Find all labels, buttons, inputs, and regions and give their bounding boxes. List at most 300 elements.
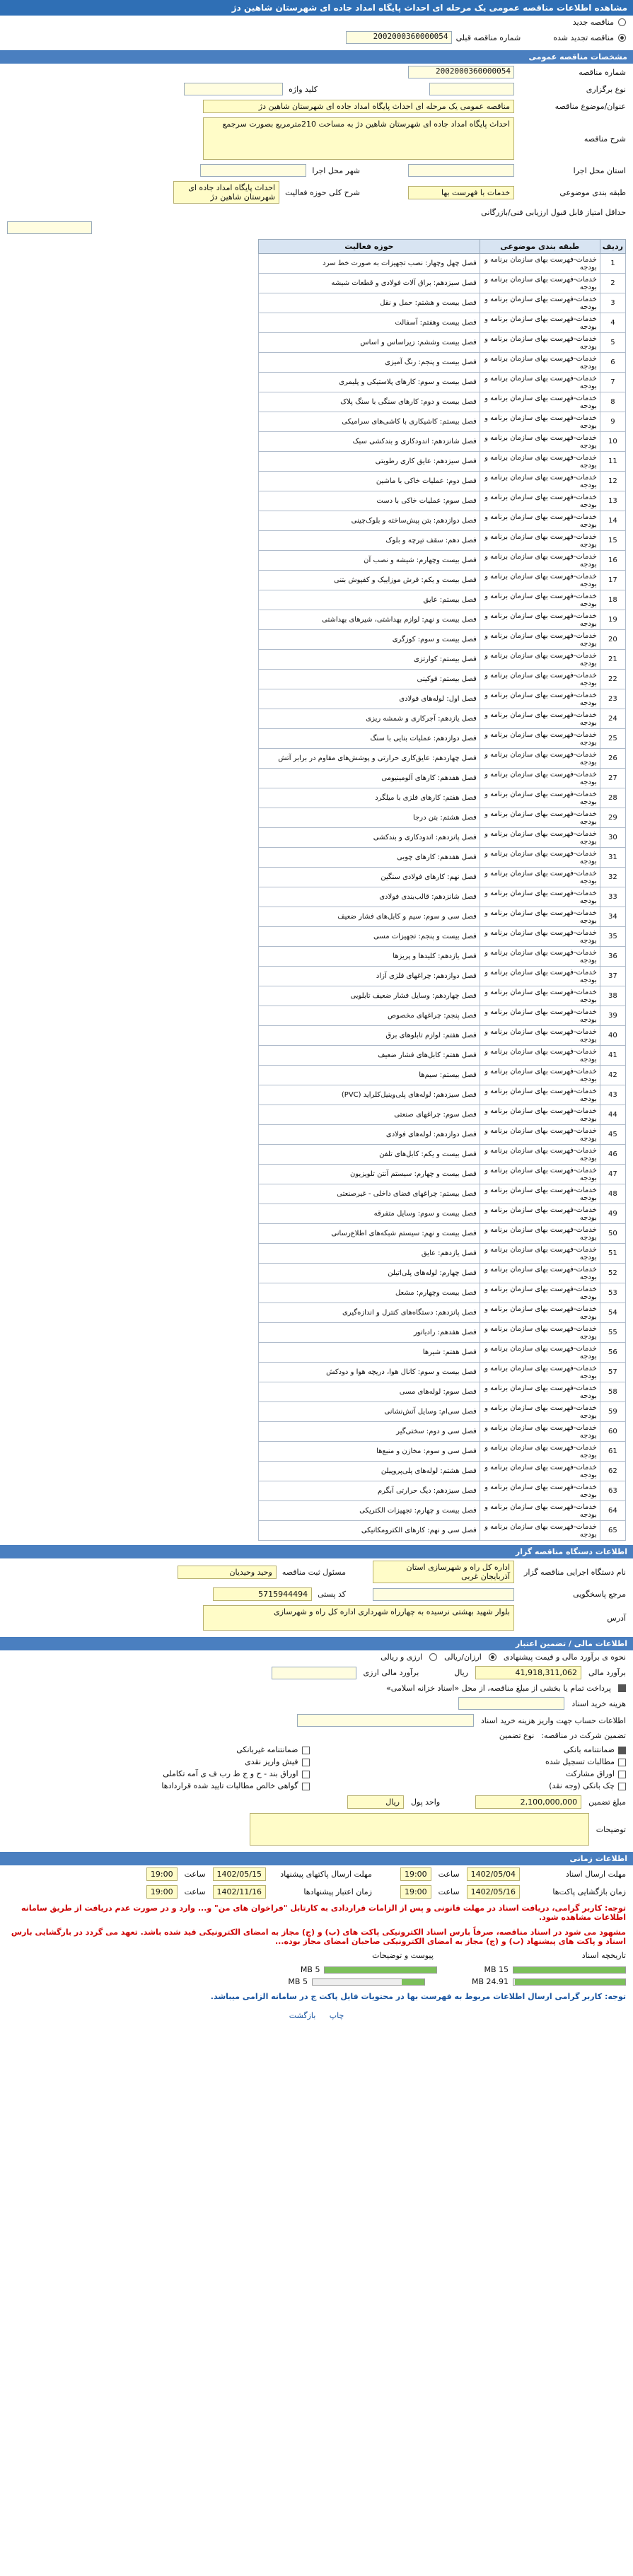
table-cell-scope: فصل بیست و دوم: کارهای سنگی با سنگ پلاک: [259, 392, 480, 412]
table-cell-num: 52: [600, 1264, 625, 1283]
table-cell-num: 44: [600, 1105, 625, 1125]
table-cell-scope: فصل سی و سوم: سیم و کابل‌های فشار ضعیف: [259, 907, 480, 927]
table-cell-num: 34: [600, 907, 625, 927]
guarantee-option-label: گواهی خالص مطالبات تایید شده قراردادها: [161, 1781, 298, 1790]
table-cell-num: 32: [600, 868, 625, 887]
table-cell-scope: فصل دوازدهم: چراغهای فلزی آزاد: [259, 967, 480, 986]
guarantee-option[interactable]: [7, 1769, 310, 1778]
table-cell-cls: خدمات-فهرست بهای سازمان برنامه و بودجه: [480, 868, 600, 887]
table-cell-cls: خدمات-فهرست بهای سازمان برنامه و بودجه: [480, 392, 600, 412]
doc-price-label: هزینه خرید اسناد: [571, 1698, 626, 1708]
table-cell-cls: خدمات-فهرست بهای سازمان برنامه و بودجه: [480, 333, 600, 353]
table-cell-num: 41: [600, 1046, 625, 1066]
min-grade-label: حداقل امتیاز قابل قبول ارزیابی فنی/بازرگانی: [481, 208, 626, 217]
mode-new[interactable]: [0, 16, 633, 29]
table-cell-scope: فصل بیست و نهم: لوازم بهداشتی، شیرهای بهداشتی: [259, 610, 480, 630]
table-cell-cls: خدمات-فهرست بهای سازمان برنامه و بودجه: [480, 1026, 600, 1046]
table-cell-cls: خدمات-فهرست بهای سازمان برنامه و بودجه: [480, 313, 600, 333]
table-cell-num: 61: [600, 1442, 625, 1462]
table-cell-num: 33: [600, 887, 625, 907]
table-cell-num: 16: [600, 551, 625, 571]
table-row: [259, 1046, 626, 1066]
radio-new[interactable]: [618, 18, 626, 26]
org-name: اداره کل راه و شهرسازی استان آذربایجان غربی: [373, 1561, 514, 1583]
table-cell-scope: فصل هشتم: لوله‌های پلی‌پروپیلن: [259, 1462, 480, 1481]
table-row: [259, 274, 626, 293]
guarantee-option[interactable]: [324, 1769, 627, 1778]
table-cell-num: 55: [600, 1323, 625, 1343]
table-row: [259, 1145, 626, 1165]
guarantee-checkbox[interactable]: [618, 1771, 626, 1778]
table-cell-scope: فصل بیست و چهارم: سیستم آنتن تلویزیون: [259, 1165, 480, 1184]
print-link[interactable]: چاپ: [329, 2011, 344, 2020]
table-cell-scope: فصل بیست و سوم: کانال هوا، دریچه هوا و دودکش: [259, 1363, 480, 1382]
type-label: نوع برگزاری: [586, 84, 626, 94]
table-row: [259, 313, 626, 333]
table-cell-cls: خدمات-فهرست بهای سازمان برنامه و بودجه: [480, 1462, 600, 1481]
table-cell-num: 19: [600, 610, 625, 630]
notice-2: مشهود می شود در اسناد مناقصه، صرفاً بارس اسناد الکترونیکی پاکت های (ب) و (ج) مجاز به امضای الکترونیکی قید شده باشد. تعهد می گردد در بارگشایی بارس اسناد و پاکت های پیشنهاد (ب) و (ج) مجاز به امضای الکترونیکی صاحبان امضای مجاز بوده...: [11, 1928, 626, 1946]
estimate-label: برآورد مالی: [588, 1668, 626, 1677]
desc-label: شرح مناقصه: [583, 134, 626, 144]
table-row: [259, 1125, 626, 1145]
table-cell-cls: خدمات-فهرست بهای سازمان برنامه و بودجه: [480, 531, 600, 551]
table-cell-scope: فصل نهم: کارهای فولادی سنگین: [259, 868, 480, 887]
table-cell-cls: خدمات-فهرست بهای سازمان برنامه و بودجه: [480, 1303, 600, 1323]
class-value: خدمات با فهرست بها: [408, 186, 514, 199]
mode-renewed[interactable]: [0, 29, 633, 46]
city-select[interactable]: [200, 164, 306, 177]
table-cell-num: 65: [600, 1521, 625, 1541]
table-row: [259, 808, 626, 828]
guarantee-checkbox[interactable]: [302, 1747, 310, 1754]
table-cell-scope: فصل شانزدهم: اندودکاری و بندکشی سبک: [259, 432, 480, 452]
table-row: [259, 689, 626, 709]
table-cell-num: 56: [600, 1343, 625, 1363]
table-row: [259, 412, 626, 432]
payment-check[interactable]: [618, 1684, 626, 1692]
table-cell-scope: فصل بیست و چهارم: تجهیزات الکتریکی: [259, 1501, 480, 1521]
unit-value: ریال: [347, 1795, 404, 1809]
activity-table: [258, 239, 626, 1541]
table-cell-scope: فصل سی و دوم: سختی‌گیر: [259, 1422, 480, 1442]
guarantee-option-label: اوراق مشارکت: [565, 1769, 615, 1778]
class-label: طبقه بندی موضوعی: [559, 187, 626, 197]
table-cell-cls: خدمات-فهرست بهای سازمان برنامه و بودجه: [480, 828, 600, 848]
file-attach-label: پیوست و توضیحات: [372, 1951, 434, 1960]
table-cell-num: 1: [600, 254, 625, 274]
table-cell-cls: خدمات-فهرست بهای سازمان برنامه و بودجه: [480, 590, 600, 610]
table-cell-cls: خدمات-فهرست بهای سازمان برنامه و بودجه: [480, 788, 600, 808]
method-a-label: ارزان/ریالی: [444, 1653, 482, 1662]
desc-value: احداث پایگاه امداد جاده ای شهرستان شاهین دژ به مساحت 210مترمربع بصورت سرجمع: [203, 117, 514, 160]
table-cell-cls: خدمات-فهرست بهای سازمان برنامه و بودجه: [480, 907, 600, 927]
table-row: [259, 571, 626, 590]
table-cell-num: 51: [600, 1244, 625, 1264]
table-cell-num: 18: [600, 590, 625, 610]
estimate-b-input[interactable]: [272, 1667, 356, 1679]
table-cell-num: 13: [600, 491, 625, 511]
time-label-4: ساعت: [184, 1887, 206, 1896]
table-row: [259, 848, 626, 868]
table-row: [259, 1283, 626, 1303]
table-cell-cls: خدمات-فهرست بهای سازمان برنامه و بودجه: [480, 274, 600, 293]
table-cell-scope: فصل بیست و سوم: کوزگری: [259, 630, 480, 650]
guarantee-option[interactable]: [324, 1757, 627, 1766]
table-cell-scope: فصل دوازدهم: لوله‌های فولادی: [259, 1125, 480, 1145]
province-label: استان محل اجرا: [573, 165, 626, 175]
keyword-label: کلید واژه: [289, 84, 318, 94]
doc-deadline-label: مهلت ارسال پاکتهای پیشنهاد: [280, 1870, 372, 1879]
table-cell-num: 8: [600, 392, 625, 412]
table-cell-num: 21: [600, 650, 625, 670]
table-cell-num: 47: [600, 1165, 625, 1184]
table-cell-scope: فصل بیستم: کاشیکاری با کاشی‌های سرامیکی: [259, 412, 480, 432]
guarantee-checkbox[interactable]: [302, 1771, 310, 1778]
table-cell-scope: فصل دهم: سقف تیرچه و بلوک: [259, 531, 480, 551]
table-cell-num: 54: [600, 1303, 625, 1323]
table-cell-cls: خدمات-فهرست بهای سازمان برنامه و بودجه: [480, 670, 600, 689]
table-cell-cls: خدمات-فهرست بهای سازمان برنامه و بودجه: [480, 1363, 600, 1382]
table-cell-num: 17: [600, 571, 625, 590]
table-cell-num: 35: [600, 927, 625, 947]
table-cell-cls: خدمات-فهرست بهای سازمان برنامه و بودجه: [480, 1204, 600, 1224]
guarantee-checkbox[interactable]: [618, 1747, 626, 1754]
table-cell-cls: خدمات-فهرست بهای سازمان برنامه و بودجه: [480, 709, 600, 729]
table-cell-num: 27: [600, 769, 625, 788]
table-cell-scope: فصل سی‌ام: وسایل آتش‌نشانی: [259, 1402, 480, 1422]
table-row: [259, 353, 626, 373]
table-cell-cls: خدمات-فهرست بهای سازمان برنامه و بودجه: [480, 1402, 600, 1422]
method-b-radio[interactable]: [429, 1653, 437, 1661]
table-row: [259, 670, 626, 689]
amount-label: مبلغ تضمین: [588, 1797, 626, 1807]
account-input[interactable]: [297, 1714, 474, 1727]
table-row: [259, 887, 626, 907]
guarantee-option-label: ضمانتنامه غیربانکی: [236, 1745, 298, 1754]
table-cell-scope: فصل سوم: لوله‌های مسی: [259, 1382, 480, 1402]
table-cell-num: 40: [600, 1026, 625, 1046]
doc-price-input[interactable]: [458, 1697, 564, 1710]
table-row: [259, 749, 626, 769]
table-cell-cls: خدمات-فهرست بهای سازمان برنامه و بودجه: [480, 1382, 600, 1402]
guarantee-checkbox[interactable]: [618, 1783, 626, 1790]
table-row: [259, 630, 626, 650]
table-cell-scope: فصل سیزدهم: دیگ حرارتی آبگرم: [259, 1481, 480, 1501]
postal-label: کد پستی: [318, 1590, 346, 1599]
table-row: [259, 1323, 626, 1343]
amount-value: 2,100,000,000: [475, 1795, 581, 1809]
table-row: [259, 472, 626, 491]
table-row: [259, 1382, 626, 1402]
validity-label: زمان اعتبار پیشنهادها: [303, 1887, 372, 1896]
upload-bar-1-fill: [513, 1967, 625, 1973]
table-row: [259, 947, 626, 967]
table-row: [259, 491, 626, 511]
table-cell-scope: فصل بیست و یکم: فرش موزاییک و کفپوش بتنی: [259, 571, 480, 590]
table-cell-num: 39: [600, 1006, 625, 1026]
table-cell-scope: فصل بیست و هشتم: حمل و نقل: [259, 293, 480, 313]
method-label: نحوه ی برآورد مالی و قیمت پیشنهادی: [503, 1653, 626, 1662]
table-cell-num: 23: [600, 689, 625, 709]
upload-size-4: 5 MB: [288, 1977, 308, 1986]
table-row: [259, 1303, 626, 1323]
table-cell-scope: فصل شانزدهم: قالب‌بندی فولادی: [259, 887, 480, 907]
table-cell-cls: خدمات-فهرست بهای سازمان برنامه و بودجه: [480, 293, 600, 313]
upload-bar-1: [513, 1966, 626, 1974]
upload-size-3: 24.91 MB: [471, 1977, 509, 1986]
guarantee-option-label: فیش واریز نقدی: [245, 1757, 298, 1766]
table-cell-num: 59: [600, 1402, 625, 1422]
table-cell-scope: فصل سیزدهم: عایق کاری رطوبتی: [259, 452, 480, 472]
table-cell-cls: خدمات-فهرست بهای سازمان برنامه و بودجه: [480, 808, 600, 828]
table-cell-num: 46: [600, 1145, 625, 1165]
table-cell-num: 9: [600, 412, 625, 432]
table-row: [259, 788, 626, 808]
tender-no-label: شماره مناقصه: [579, 67, 626, 77]
table-cell-num: 30: [600, 828, 625, 848]
table-row: [259, 828, 626, 848]
table-cell-num: 43: [600, 1085, 625, 1105]
method-a-radio[interactable]: [489, 1653, 496, 1661]
table-cell-scope: فصل بیست و یکم: کابل‌های تلفن: [259, 1145, 480, 1165]
table-row: [259, 254, 626, 274]
table-cell-cls: خدمات-فهرست بهای سازمان برنامه و بودجه: [480, 1125, 600, 1145]
table-cell-num: 2: [600, 274, 625, 293]
province-select[interactable]: [408, 164, 514, 177]
table-row: [259, 1006, 626, 1026]
table-cell-cls: خدمات-فهرست بهای سازمان برنامه و بودجه: [480, 1501, 600, 1521]
table-row: [259, 1442, 626, 1462]
table-cell-scope: فصل هفتم: کارهای فلزی با میلگرد: [259, 788, 480, 808]
table-row: [259, 986, 626, 1006]
table-cell-scope: فصل بیست و نهم: سیستم شبکه‌های اطلاع‌رسانی: [259, 1224, 480, 1244]
open-time: 19:00: [400, 1885, 431, 1899]
org-name-label: نام دستگاه اجرایی مناقصه گزار: [524, 1567, 626, 1577]
notes-label: توضیحات: [596, 1824, 626, 1834]
table-cell-num: 4: [600, 313, 625, 333]
table-row: [259, 1402, 626, 1422]
table-row: [259, 1224, 626, 1244]
file-label: تاریخچه اسناد: [581, 1951, 626, 1960]
table-cell-cls: خدمات-فهرست بهای سازمان برنامه و بودجه: [480, 769, 600, 788]
table-cell-num: 28: [600, 788, 625, 808]
ref-label: مرجع پاسخگویی: [573, 1590, 626, 1599]
table-cell-scope: فصل هفدهم: کارهای چوبی: [259, 848, 480, 868]
table-cell-num: 22: [600, 670, 625, 689]
table-row: [259, 531, 626, 551]
table-cell-cls: خدمات-فهرست بهای سازمان برنامه و بودجه: [480, 689, 600, 709]
guarantee-option[interactable]: [7, 1745, 310, 1754]
table-cell-cls: خدمات-فهرست بهای سازمان برنامه و بودجه: [480, 452, 600, 472]
table-cell-scope: فصل یازدهم: عایق: [259, 1244, 480, 1264]
table-cell-scope: فصل پانزدهم: اندودکاری و بندکشی: [259, 828, 480, 848]
table-cell-scope: فصل اول: لوله‌های فولادی: [259, 689, 480, 709]
table-row: [259, 1501, 626, 1521]
publish-time: 19:00: [400, 1867, 431, 1881]
table-cell-cls: خدمات-فهرست بهای سازمان برنامه و بودجه: [480, 749, 600, 769]
guarantee-option[interactable]: [324, 1781, 627, 1790]
table-cell-scope: فصل بیستم: عایق: [259, 590, 480, 610]
table-cell-scope: فصل سی و سوم: مخازن و منبع‌ها: [259, 1442, 480, 1462]
table-cell-num: 42: [600, 1066, 625, 1085]
doc-deadline-time: 19:00: [146, 1867, 178, 1881]
upload-bar-2: [324, 1966, 437, 1974]
table-cell-cls: خدمات-فهرست بهای سازمان برنامه و بودجه: [480, 1184, 600, 1204]
address-value: بلوار شهید بهشتی نرسیده به چهارراه شهرداری اداره کل راه و شهرسازی: [203, 1605, 514, 1631]
table-cell-num: 64: [600, 1501, 625, 1521]
guarantee-checkbox[interactable]: [302, 1759, 310, 1766]
prev-tender-input[interactable]: 2002000360000054: [346, 31, 452, 44]
table-cell-scope: فصل چهل وچهار: نصب تجهیزات به صورت خط سرد: [259, 254, 480, 274]
table-cell-cls: خدمات-فهرست بهای سازمان برنامه و بودجه: [480, 650, 600, 670]
head-num: ردیف: [600, 240, 625, 254]
head-scope: حوزه فعالیت: [259, 240, 480, 254]
table-cell-cls: خدمات-فهرست بهای سازمان برنامه و بودجه: [480, 1244, 600, 1264]
table-cell-scope: فصل سوم: عملیات خاکی با دست: [259, 491, 480, 511]
table-cell-cls: خدمات-فهرست بهای سازمان برنامه و بودجه: [480, 927, 600, 947]
notes-value: [250, 1813, 589, 1846]
footer-note: توجه: کاربر گرامی ارسال اطلاعات مربوط به فهرست بها در محتویات فایل پاکت ج در سامانه الزامی میباشد.: [210, 1992, 626, 2001]
keyword-input[interactable]: [184, 83, 283, 95]
table-row: [259, 1184, 626, 1204]
subject-value: مناقصه عمومی یک مرحله ای احداث پایگاه امداد جاده ای شهرستان شاهین دژ: [203, 100, 514, 113]
table-row: [259, 1521, 626, 1541]
unit-label: واحد پول: [410, 1797, 441, 1807]
table-cell-num: 63: [600, 1481, 625, 1501]
open-label: زمان بازگشایی پاکت‌ها: [552, 1887, 626, 1896]
guarantee-option[interactable]: [7, 1757, 310, 1766]
table-cell-scope: فصل بیست و پنجم: رنگ آمیزی: [259, 353, 480, 373]
table-cell-cls: خدمات-فهرست بهای سازمان برنامه و بودجه: [480, 1066, 600, 1085]
table-cell-num: 60: [600, 1422, 625, 1442]
time-label-3: ساعت: [438, 1887, 460, 1896]
prev-tender-label: شماره مناقصه قبلی: [455, 33, 521, 42]
upload-bar-3: [513, 1978, 626, 1986]
upload-bar-2-fill: [325, 1967, 436, 1973]
postal-value: 5715944494: [213, 1587, 312, 1601]
table-cell-cls: خدمات-فهرست بهای سازمان برنامه و بودجه: [480, 432, 600, 452]
table-cell-scope: فصل بیستم: چراغهای فضای داخلی - غیرصنعتی: [259, 1184, 480, 1204]
guarantee-option-label: مطالبات تسجیل شده: [545, 1757, 615, 1766]
table-cell-num: 45: [600, 1125, 625, 1145]
table-cell-cls: خدمات-فهرست بهای سازمان برنامه و بودجه: [480, 887, 600, 907]
table-cell-cls: خدمات-فهرست بهای سازمان برنامه و بودجه: [480, 986, 600, 1006]
table-cell-scope: فصل بیست و سوم: کارهای پلاستیکی و پلیمری: [259, 373, 480, 392]
guarantee-option[interactable]: [324, 1745, 627, 1754]
table-row: [259, 729, 626, 749]
table-cell-cls: خدمات-فهرست بهای سازمان برنامه و بودجه: [480, 947, 600, 967]
guarantee-option[interactable]: [7, 1781, 310, 1790]
table-cell-num: 31: [600, 848, 625, 868]
currency-label: ریال: [454, 1668, 469, 1677]
table-row: [259, 1105, 626, 1125]
subject-label: عنوان/موضوع مناقصه: [554, 102, 626, 111]
table-row: [259, 709, 626, 729]
publish-label: مهلت ارسال اسناد: [565, 1870, 626, 1879]
table-cell-scope: فصل بیستم: سیم‌ها: [259, 1066, 480, 1085]
table-cell-cls: خدمات-فهرست بهای سازمان برنامه و بودجه: [480, 1343, 600, 1363]
guarantee-label: تضمین شرکت در مناقصه:: [541, 1731, 626, 1740]
table-row: [259, 590, 626, 610]
table-row: [259, 1026, 626, 1046]
table-row: [259, 868, 626, 887]
tender-no-input[interactable]: 2002000360000054: [408, 66, 514, 78]
back-link[interactable]: بازگشت: [289, 2011, 316, 2020]
table-cell-cls: خدمات-فهرست بهای سازمان برنامه و بودجه: [480, 729, 600, 749]
upload-bar-4: [312, 1978, 425, 1986]
table-cell-num: 38: [600, 986, 625, 1006]
table-row: [259, 551, 626, 571]
table-cell-num: 15: [600, 531, 625, 551]
table-cell-cls: خدمات-فهرست بهای سازمان برنامه و بودجه: [480, 254, 600, 274]
guarantee-option-label: چک بانکی (وجه نقد): [549, 1781, 615, 1790]
table-cell-num: 57: [600, 1363, 625, 1382]
table-cell-scope: فصل بیستم: کوارتزی: [259, 650, 480, 670]
table-row: [259, 1244, 626, 1264]
table-cell-num: 25: [600, 729, 625, 749]
upload-size-2: 5 MB: [300, 1965, 320, 1974]
address-label: آدرس: [607, 1613, 626, 1623]
table-cell-scope: فصل چهاردهم: وسایل فشار ضعیف تابلویی: [259, 986, 480, 1006]
table-row: [259, 452, 626, 472]
upload-bar-4-fill: [402, 1979, 424, 1985]
table-cell-cls: خدمات-فهرست بهای سازمان برنامه و بودجه: [480, 571, 600, 590]
table-row: [259, 1165, 626, 1184]
ref-input[interactable]: [373, 1588, 514, 1601]
table-cell-cls: خدمات-فهرست بهای سازمان برنامه و بودجه: [480, 848, 600, 868]
table-cell-cls: خدمات-فهرست بهای سازمان برنامه و بودجه: [480, 1422, 600, 1442]
table-cell-num: 48: [600, 1184, 625, 1204]
table-cell-scope: فصل هفتم: لوازم تابلوهای برق: [259, 1026, 480, 1046]
table-cell-cls: خدمات-فهرست بهای سازمان برنامه و بودجه: [480, 353, 600, 373]
guarantee-checkbox[interactable]: [618, 1759, 626, 1766]
table-cell-scope: فصل هفتم: کابل‌های فشار ضعیف: [259, 1046, 480, 1066]
table-cell-cls: خدمات-فهرست بهای سازمان برنامه و بودجه: [480, 551, 600, 571]
table-row: [259, 1264, 626, 1283]
table-cell-scope: فصل دوم: عملیات خاکی با ماشین: [259, 472, 480, 491]
table-cell-scope: فصل سیزدهم: لوله‌های پلی‌وینیل‌کلراید (PVC): [259, 1085, 480, 1105]
table-row: [259, 1363, 626, 1382]
table-row: [259, 511, 626, 531]
table-cell-num: 7: [600, 373, 625, 392]
min-grade-input[interactable]: [7, 221, 92, 234]
activity-label: شرح کلی حوزه فعالیت: [285, 187, 360, 197]
contact-label: مسئول ثبت مناقصه: [281, 1567, 346, 1577]
table-cell-scope: فصل چهاردهم: عایق‌کاری حرارتی و پوشش‌های مقاوم در برابر آتش: [259, 749, 480, 769]
guarantee-checkbox[interactable]: [302, 1783, 310, 1790]
type-select[interactable]: [429, 83, 514, 95]
open-date: 1402/05/16: [467, 1885, 520, 1899]
doc-deadline-date: 1402/05/15: [213, 1867, 266, 1881]
table-cell-cls: خدمات-فهرست بهای سازمان برنامه و بودجه: [480, 1145, 600, 1165]
table-row: [259, 769, 626, 788]
table-cell-scope: فصل بیست وچهارم: شیشه و نصب آن: [259, 551, 480, 571]
table-cell-scope: فصل سی و نهم: کارهای الکترومکانیکی: [259, 1521, 480, 1541]
table-cell-num: 49: [600, 1204, 625, 1224]
table-cell-cls: خدمات-فهرست بهای سازمان برنامه و بودجه: [480, 1521, 600, 1541]
radio-renewed[interactable]: [618, 34, 626, 42]
mode-new-label: مناقصه جدید: [572, 18, 614, 27]
table-cell-cls: خدمات-فهرست بهای سازمان برنامه و بودجه: [480, 472, 600, 491]
upload-size-1: 15 MB: [484, 1965, 509, 1974]
table-cell-cls: خدمات-فهرست بهای سازمان برنامه و بودجه: [480, 412, 600, 432]
table-cell-num: 53: [600, 1283, 625, 1303]
table-cell-scope: فصل بیست و سوم: وسایل متفرقه: [259, 1204, 480, 1224]
table-cell-scope: فصل بیست وهفتم: آسفالت: [259, 313, 480, 333]
contact-value: وحید وحیدیان: [178, 1566, 277, 1579]
table-cell-scope: فصل سیزدهم: براق آلات فولادی و قطعات شیشه: [259, 274, 480, 293]
